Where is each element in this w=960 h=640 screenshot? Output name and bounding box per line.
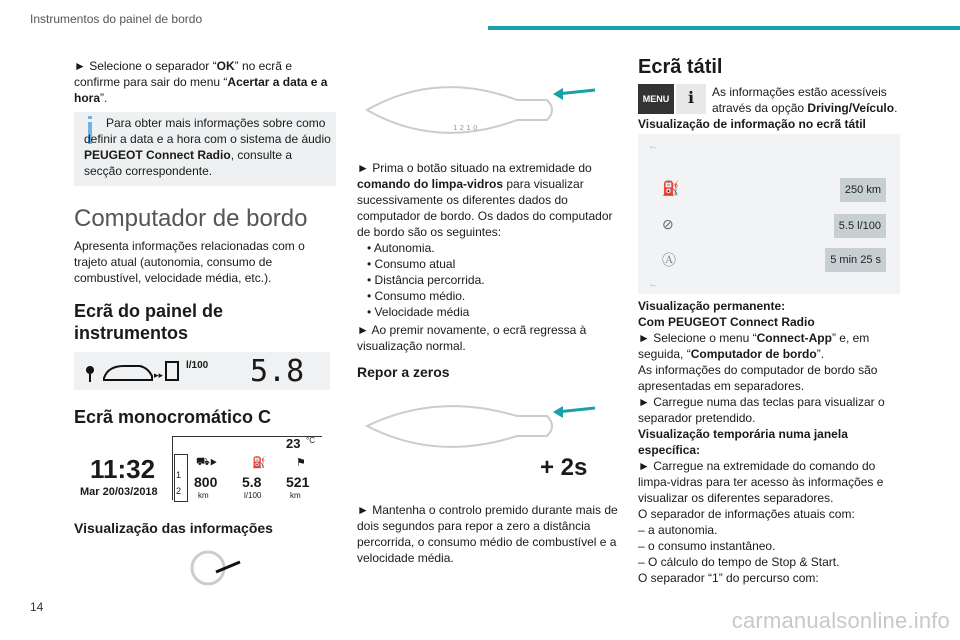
back-arrow-icon: ← [648,140,659,152]
heading-touchscreen: Ecrã tátil [638,56,723,78]
heading-touch-info: Visualização de informação no ecrã tátil [638,117,866,131]
list-item: – O cálculo do tempo de Stop & Start. [638,555,840,569]
heading-reset: Repor a zeros [357,364,450,380]
header-accent-bar [488,26,960,30]
page-header-title: Instrumentos do painel de bordo [30,12,203,26]
permanent-title: Visualização permanente: [638,299,786,313]
fuel-consumption-icon: ⊘ [662,216,674,232]
heading-panel-display: Ecrã do painel de instrumentos [74,301,224,343]
intro-paragraph: ► Selecione o separador “OK” no ecrã e confirme para sair do menu “Acertar a data e a hora”. [74,59,328,105]
list-item: – o consumo instantâneo. [638,539,776,553]
permanent-step-3: ► Carregue numa das teclas para visualizar o separador pretendido. [638,395,885,425]
page-number: 14 [30,600,44,614]
list-item: • Velocidade média [357,304,619,320]
list-item: • Consumo atual [357,256,619,272]
permanent-step-2: As informações do computador de bordo são apresentadas em separadores. [638,363,878,393]
stop-start-icon: Ⓐ [662,252,676,268]
heading-mono-display: Ecrã monocromático C [74,407,272,427]
hold-two-seconds-icon: + 2s [540,454,588,481]
list-item: • Distância percorrida. [357,272,619,288]
menu-icon: MENU [638,84,674,114]
screen-row: ⛽ 250 km [648,174,892,204]
range-icon: ⛟▸ [196,456,218,468]
list-item: • Consumo médio. [357,288,619,304]
svg-text:▸▸: ▸▸ [154,371,164,381]
return-paragraph: ► Ao premir novamente, o ecrã regressa à visualização normal. [357,323,587,353]
screen-row: ⊘ 5.5 l/100 [648,210,892,240]
display-data-paragraph: ► Prima o botão situado na extremidade do comando do limpa-vidros para visualizar sucessivamente os diferentes dados do computador de bordo. Os dados do computador de bordo são os seguintes: [357,161,613,239]
section-title: Computador de bordo [74,205,308,232]
trip-tab-line: O separador “1” do percurso com: [638,571,819,585]
list-item: • Autonomia. [357,240,619,256]
flag-icon: ⚑ [296,457,306,469]
watermark: carmanualsonline.info [731,608,950,633]
section-description: Apresenta informações relacionadas com o trajeto atual (autonomia, consumo de combustível, velocidade média, etc.). [74,239,305,285]
data-bullet-list [357,240,619,320]
consumption-value: 5.8 [250,354,305,389]
date: Mar 20/03/2018 [80,486,158,498]
touchscreen-illustration [638,134,900,294]
clock: 11:32 [90,454,156,484]
temporary-title: Visualização temporária numa janela específica: [638,427,848,457]
temporary-step-1: ► Carregue na extremidade do comando do limpa-vidras para ter acesso às informações e visualizar os diferentes separadores. [638,459,884,505]
fuel-range-icon: ⛽ [662,180,680,196]
temporary-step-2: O separador de informações atuais com: [638,507,855,521]
mono-display-illustration: 23 °C 11:32 Mar 20/03/2018 1 2 ⛟▸ ⛽ ⚑ 800 km 5.8 l/100 521 km [74,434,330,504]
touchscreen-intro: As informações estão acessíveis através da opção Driving/Veículo. [712,85,898,115]
consumption-unit: l/100 [186,360,209,371]
steering-wheel-icon [180,548,250,588]
dash-list [638,522,900,570]
vehicle-info-icon: ℹ [676,84,706,114]
reset-paragraph: ► Mantenha o controlo premido durante mais de dois segundos para repor a zero a distância percorrida, o consumo médio de combustível e a velocidade média. [357,503,618,565]
wiper-stalk-illustration [357,70,607,150]
permanent-step-1: ► Selecione o menu “Connect-App” e, em seguida, “Computador de bordo”. [638,331,870,361]
back-arrow-icon: ← [648,278,659,290]
svg-text:1 2 1 0: 1 2 1 0 [453,124,478,132]
heading-info-display: Visualização das informações [74,520,273,536]
list-item: – a autonomia. [638,523,718,537]
screen-row: Ⓐ 5 min 25 s [648,244,892,274]
wiper-stalk-reset-illustration [357,392,607,462]
temperature: 23 [286,436,301,451]
fuel-icon: ⛽ [252,457,266,469]
panel-display-illustration [74,352,330,390]
permanent-subtitle: Com PEUGEOT Connect Radio [638,315,815,329]
info-box: Para obter mais informações sobre como definir a data e a hora com o sistema de áudio PEUGEOT Connect Radio, consulte a secção correspondente. [74,112,336,186]
